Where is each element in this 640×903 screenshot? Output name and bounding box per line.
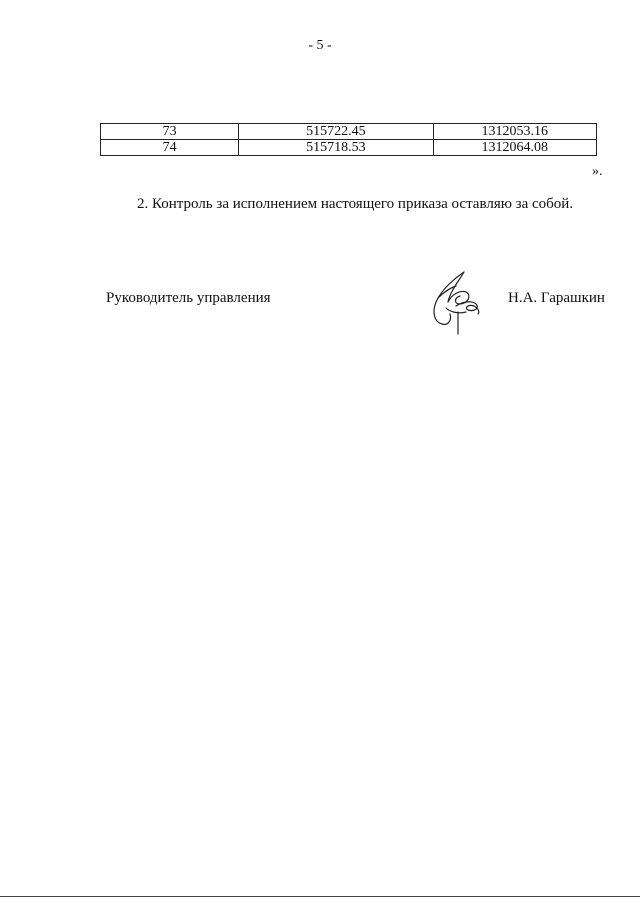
table-row: [101, 124, 597, 140]
page-number: - 5 -: [308, 38, 332, 53]
x-coordinate-cell: 515722.45: [239, 124, 433, 140]
coordinates-table: [100, 123, 597, 156]
closing-quote: ».: [592, 164, 603, 179]
page-edge-line: [0, 896, 640, 897]
clause-2-text: 2. Контроль за исполнением настоящего приказа оставляю за собой.: [137, 196, 574, 212]
signatory-position: Руководитель управления: [106, 290, 271, 306]
y-coordinate-cell: 1312053.16: [433, 124, 596, 140]
y-coordinate-cell: 1312064.08: [433, 140, 596, 156]
x-coordinate-cell: 515718.53: [239, 140, 433, 156]
point-number-cell: 74: [101, 140, 239, 156]
handwritten-signature: [428, 268, 486, 336]
table-row: [101, 140, 597, 156]
signatory-name: Н.А. Гарашкин: [508, 290, 605, 306]
point-number-cell: 73: [101, 124, 239, 140]
